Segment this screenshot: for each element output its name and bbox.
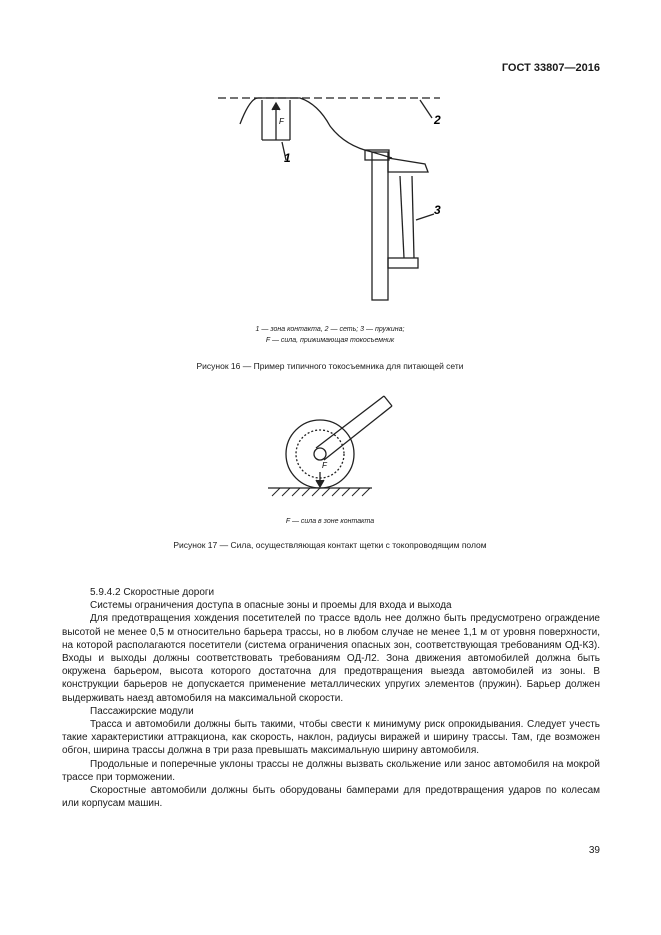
figure-17-legend: F — сила в зоне контакта <box>285 518 375 525</box>
figure-16-drawing <box>0 0 661 320</box>
floor-hatch <box>272 488 370 496</box>
paragraph: Системы ограничения доступа в опасные зоны и проемы для входа и выхода <box>90 600 452 612</box>
body-text <box>62 586 600 810</box>
spring-base <box>388 258 418 268</box>
spring-right <box>412 176 414 258</box>
callout-3: 3 <box>434 203 441 217</box>
callout-1: 1 <box>284 151 291 165</box>
contact-curve <box>240 98 392 158</box>
arrow-head-17 <box>316 480 324 487</box>
arm-lower <box>324 406 392 460</box>
leader-2 <box>420 100 432 118</box>
collector-head <box>388 158 428 172</box>
paragraph: Для предотвращения хождения посетителей по трассе вдоль нее должно быть предусмотрено ограждение высотой не менее 0,5 м относительно барьера трассы, но в любом случае не менее 1,1 м от уровня поверхности, на которой располагаются посетители (система ограничения опасных зон, соответствующая требованиям ОД-К3). Входы и выходы должны соответствовать требованиям ОД-Л2. Зона движения автомобилей должна быть окружена барьером, высота которого достаточна для предотвращения выезда автомобилей из зоны. В конструкции барьеров не допускается применение металлических упругих элементов (пружин). Барьер должен выдерживать наезд автомобиля на максимальной скорости. <box>62 613 600 704</box>
callout-2: 2 <box>434 113 441 127</box>
brush-inner <box>296 430 344 478</box>
force-label-16: F <box>279 117 284 126</box>
paragraph: Скоростные автомобили должны быть оборудованы бамперами для предотвращения ударов по колесам или корпусам машин. <box>62 785 600 810</box>
force-label-17: F <box>322 461 327 470</box>
arrow-head <box>272 103 280 110</box>
figure-17-drawing <box>0 380 661 510</box>
arm-upper <box>316 396 384 448</box>
figure-16-title: Рисунок 16 — Пример типичного токосъемника для питающей сети <box>196 361 464 371</box>
section-heading: 5.9.4.2 Скоростные дороги <box>90 587 215 598</box>
page-number: 39 <box>588 845 600 856</box>
figure-16-legend-line2: F — сила, прижимающая токосъемник <box>265 337 395 344</box>
leader-3 <box>416 214 434 220</box>
paragraph: Пассажирские модули <box>90 705 194 717</box>
pole <box>372 152 388 300</box>
figure-17-title: Рисунок 17 — Сила, осуществляющая контакт щетки с токопроводящим полом <box>173 540 487 550</box>
figure-16-legend-line1: 1 — зона контакта, 2 — сеть; 3 — пружина; <box>255 326 405 333</box>
paragraph: Трасса и автомобили должны быть такими, чтобы свести к минимуму риск опрокидывания. Следует учесть такие характеристики аттракциона, как скорость, наклон, радиусы виражей и ширину трассы. Там, где возможен обгон, ширина трассы должна в три раза превышать максимальную ширину автомобиля. <box>62 719 600 757</box>
arm-end <box>384 396 392 406</box>
paragraph: Продольные и поперечные уклоны трассы не должны вызвать скольжение или занос автомобиля на мокрой трассе при торможении. <box>62 758 600 783</box>
document-header: ГОСТ 33807—2016 <box>501 62 600 74</box>
brush-hub <box>314 448 326 460</box>
spring-left <box>400 176 404 258</box>
